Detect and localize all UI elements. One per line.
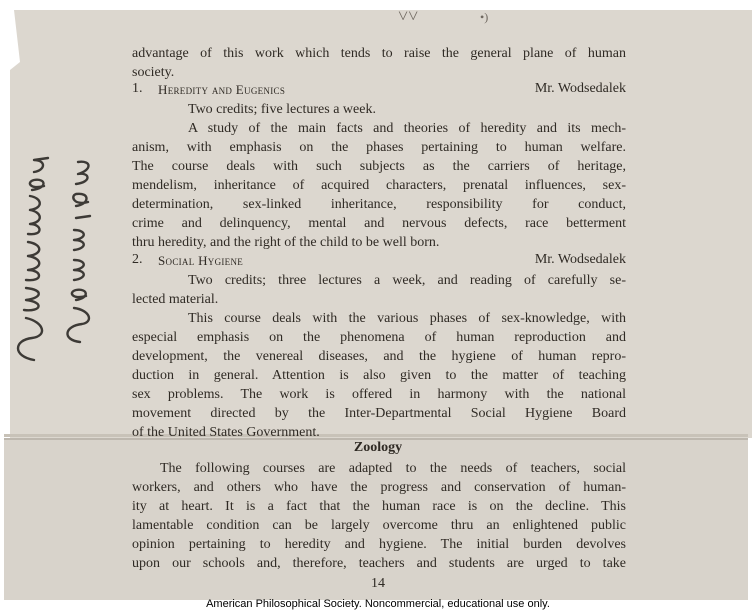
course-description-line: A study of the main facts and theories of heredity and its mech-	[188, 121, 626, 136]
course-description-line: duction in general. Attention is also given to the matter of teaching	[132, 368, 626, 383]
course-number: 2.	[132, 252, 143, 267]
course-description-line: anism, with emphasis on the phases pertaining to human welfare.	[132, 140, 626, 155]
course-title: Social Hygiene	[158, 253, 244, 268]
zoology-paragraph-line: ity at heart. It is a fact that the human race is on the decline. This	[132, 499, 626, 514]
course-instructor: Mr. Wodsedalek	[534, 81, 626, 96]
course-description-line: thru heredity, and the right of the child to be well born.	[132, 235, 440, 250]
course-description-line: sex problems. The work is offered in harmony with the national	[132, 387, 626, 402]
course-number: 1.	[132, 81, 143, 96]
zoology-paragraph-line: lamentable condition can be largely overcome thru an enlightened public	[132, 518, 626, 533]
course-description-line: development, the venereal diseases, and the hygiene of human repro-	[132, 349, 626, 364]
intro-line: society.	[132, 65, 175, 80]
course-credits: Two credits; three lectures a week, and reading of carefully se-	[188, 273, 626, 288]
course-description-line: of the United States Government.	[132, 425, 320, 440]
zoology-paragraph-line: upon our schools and, therefore, teachers and students are urged to take	[132, 556, 626, 571]
course-instructor: Mr. Wodsedalek	[534, 252, 626, 267]
course-description-line: movement directed by the Inter-Departmental Social Hygiene Board	[132, 406, 626, 421]
course-title: Heredity and Eugenics	[158, 82, 286, 97]
course-credits: Two credits; five lectures a week.	[188, 102, 376, 117]
zoology-paragraph-line: The following courses are adapted to the needs of teachers, social	[160, 461, 626, 476]
zoology-paragraph-line: opinion pertaining to heredity and hygiene. The initial burden devolves	[132, 537, 626, 552]
course-description-line: mendelism, inheritance of acquired characters, prenatal influences, sex-	[132, 178, 626, 193]
pencil-mark: ˅˅	[398, 6, 419, 26]
course-description-line: crime and delinquency, mental and nervous defects, race betterment	[132, 216, 626, 231]
course-description-line: The course deals with such subjects as the carriers of heritage,	[132, 159, 626, 174]
credit-line: American Philosophical Society. Noncommercial, educational use only.	[206, 598, 550, 610]
page-number: 14	[371, 576, 385, 591]
course-description-line: determination, sex-linked inheritance, responsibility for conduct,	[132, 197, 626, 212]
course-description-line: This course deals with the various phases of sex-knowledge, with	[188, 311, 626, 326]
section-heading: Zoology	[353, 440, 403, 455]
pencil-mark: •)	[480, 10, 489, 24]
intro-line: advantage of this work which tends to raise the general plane of human	[132, 46, 626, 61]
course-credits: lected material.	[132, 292, 219, 307]
handwritten-annotation	[4, 120, 124, 370]
course-description-line: especial emphasis on the phenomena of human reproduction and	[132, 330, 626, 345]
zoology-paragraph-line: workers, and others who have the progress and conservation of human-	[132, 480, 626, 495]
